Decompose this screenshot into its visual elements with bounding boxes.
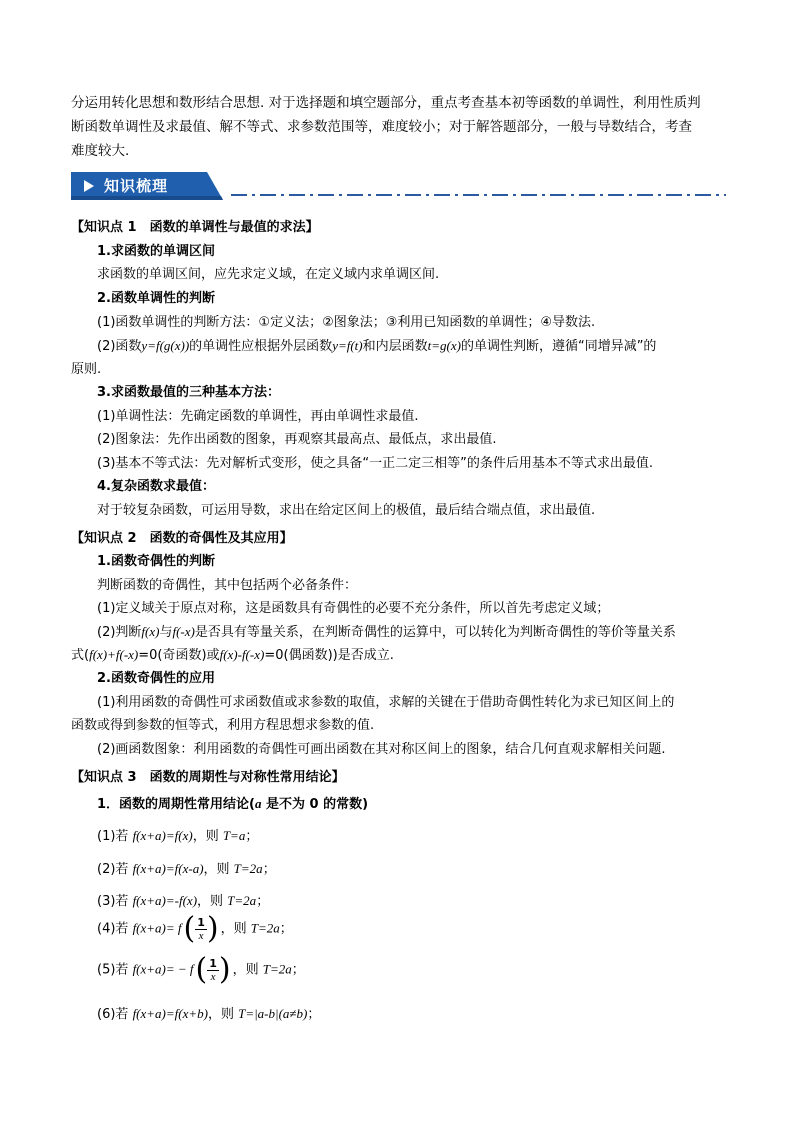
kp3-heading-1b: a <box>255 796 262 811</box>
item-formula: f(x+a)=f(x-a) <box>132 861 204 876</box>
kp3-item <box>97 890 269 909</box>
kp1-heading-4: 4.复杂函数求最值： <box>97 479 215 494</box>
item-mid: ，则 <box>197 894 228 909</box>
kp1-text-2: (1)函数单调性的判断方法：①定义法；②图象法；③利用已知函数的单调性；④导数法. <box>97 315 596 330</box>
item-prefix: (1)若 <box>97 829 133 844</box>
kp3-item <box>97 858 276 877</box>
kp2-formula-even: f(x)-f(-x) <box>219 647 265 662</box>
item-mid: ，则 <box>207 1007 239 1022</box>
item-formula: f(x+a)= − f <box>132 961 194 977</box>
fraction-denominator: x <box>210 970 216 983</box>
kp2-text-3j: =0(偶函数))是否成立. <box>264 648 394 663</box>
intro-line-1: 分运用转化思想和数形结合思想. 对于选择题和填空题部分，重点考查基本初等函数的单调性，利用性质判 <box>71 95 701 111</box>
kp1-title: 【知识点 1 函数的单调性与最值的求法】 <box>71 220 319 235</box>
item-formula: f(x+a)=f(x) <box>132 828 193 843</box>
dash-dot-divider <box>231 193 726 197</box>
item-suffix: ； <box>245 829 259 844</box>
kp1-heading-1: 1.求函数的单调区间 <box>97 244 215 259</box>
intro-paragraph <box>71 93 726 162</box>
kp2-text-3 <box>97 621 676 640</box>
item-result: T=2a <box>250 920 280 936</box>
item-mid: ，则 <box>220 921 251 937</box>
kp1-text-3a: (2)函数 <box>97 339 142 354</box>
kp2-title: 【知识点 2 函数的奇偶性及其应用】 <box>71 531 293 546</box>
kp3-heading-1 <box>97 793 368 812</box>
item-result: T=2a <box>233 861 263 876</box>
kp1-formula-inner: t=g(x) <box>427 338 461 353</box>
kp2-text-3e: 是否具有等量关系，在判断奇偶性的运算中，可以转化为判断奇偶性的等价等量关系 <box>194 625 676 640</box>
item-formula: f(x+a)= f <box>132 920 182 936</box>
kp3-item <box>97 1003 320 1022</box>
kp2-formula-fnegx: f(-x) <box>172 624 195 639</box>
item-suffix: ； <box>262 862 276 877</box>
fraction-numerator: 1 <box>197 915 205 929</box>
kp2-formula-odd: f(x)+f(-x) <box>89 647 139 662</box>
kp2-text-3h: =0(奇函数)或 <box>138 648 220 663</box>
item-prefix: (2)若 <box>97 862 133 877</box>
item-prefix: (5)若 <box>97 962 133 978</box>
item-mid: ，则 <box>232 962 263 978</box>
item-suffix: ； <box>279 921 293 937</box>
kp1-formula-outer: y=f(t) <box>332 338 363 353</box>
kp2-heading-1: 1.函数奇偶性的判断 <box>97 554 215 569</box>
fraction-numerator: 1 <box>209 956 217 970</box>
kp2-text-3-cont <box>71 644 394 663</box>
kp2-text-3a: (2)判断 <box>97 625 142 640</box>
kp1-text-3c: 的单调性应根据外层函数 <box>189 339 333 354</box>
kp2-text-4a: (1)利用函数的奇偶性可求函数值或求参数的取值，求解的关键在于借助奇偶性转化为求已知区间上的 <box>97 695 675 710</box>
kp2-formula-fx: f(x) <box>141 624 160 639</box>
item-prefix: (3)若 <box>97 894 133 909</box>
kp1-formula-composite: y=f(g(x)) <box>141 338 190 353</box>
kp1-text-3e: 和内层函数 <box>362 339 428 354</box>
kp1-text-3g: 的单调性判断，遵循“同增异减”的 <box>460 339 657 354</box>
kp3-heading-1a: 1．函数的周期性常用结论( <box>97 797 255 812</box>
kp1-text-3h: 原则. <box>71 362 102 377</box>
item-result: T=2a <box>262 961 292 977</box>
intro-line-2: 断函数单调性及求最值、解不等式、求参数范围等，难度较小；对于解答题部分，一般与导数结合，考查 <box>71 119 692 135</box>
kp2-heading-2: 2.函数奇偶性的应用 <box>97 671 215 686</box>
item-suffix: ； <box>256 894 270 909</box>
kp1-heading-3: 3.求函数最值的三种基本方法： <box>97 385 280 400</box>
item-mid: ，则 <box>192 829 223 844</box>
kp2-text-3c: 与 <box>159 625 173 640</box>
kp2-text-1: 判断函数的奇偶性，其中包括两个必备条件： <box>97 578 358 593</box>
fraction: ( $\frac{1}{x}$ ) <box>195 952 231 987</box>
section-header <box>71 172 726 200</box>
fraction: ( $\frac{1}{x}$ ) <box>183 911 219 946</box>
fraction-denominator: x <box>198 929 204 942</box>
section-title: 知识梳理 <box>104 177 169 195</box>
kp1-text-6: (3)基本不等式法：先对解析式变形，使之具备“一正二定三相等”的条件后用基本不等式求出最值. <box>97 456 654 471</box>
kp1-text-1: 求函数的单调区间，应先求定义域，在定义域内求单调区间. <box>97 267 440 282</box>
kp1-text-5: (2)图象法：先作出函数的图象，再观察其最高点、最低点，求出最值. <box>97 432 497 447</box>
item-mid: ，则 <box>203 862 234 877</box>
item-prefix: (6)若 <box>97 1007 133 1022</box>
kp3-item <box>97 825 258 844</box>
kp3-heading-1c: 是不为 0 的常数) <box>261 797 369 812</box>
item-suffix: ； <box>307 1007 321 1022</box>
kp1-heading-2: 2.函数单调性的判断 <box>97 291 215 306</box>
item-result: T=a <box>222 828 246 843</box>
item-result: T=2a <box>227 893 257 908</box>
item-formula: f(x+a)=-f(x) <box>132 893 198 908</box>
item-suffix: ； <box>291 962 305 978</box>
kp2-text-5: (2)画函数图象：利用函数的奇偶性可画出函数在其对称区间上的图象，结合几何直观求解相关问题. <box>97 742 666 757</box>
kp3-item <box>97 911 293 946</box>
item-prefix: (4)若 <box>97 921 133 937</box>
kp1-text-7: 对于较复杂函数，可运用导数，求出在给定区间上的极值，最后结合端点值，求出最值. <box>97 503 596 518</box>
item-result: T=|a-b|(a≠b) <box>238 1006 308 1021</box>
kp1-text-4: (1)单调性法：先确定函数的单调性，再由单调性求最值. <box>97 409 419 424</box>
intro-line-3: 难度较大. <box>71 143 130 159</box>
kp3-item <box>97 952 305 987</box>
kp2-text-2: (1)定义域关于原点对称，这是函数具有奇偶性的必要不充分条件，所以首先考虑定义域； <box>97 601 610 616</box>
kp3-title: 【知识点 3 函数的周期性与对称性常用结论】 <box>71 770 345 785</box>
kp2-text-3f: 式( <box>71 648 90 663</box>
kp1-text-3 <box>97 335 656 354</box>
item-formula: f(x+a)=f(x+b) <box>132 1006 208 1021</box>
kp2-text-4b: 函数或得到参数的恒等式，利用方程思想求参数的值. <box>71 718 375 733</box>
